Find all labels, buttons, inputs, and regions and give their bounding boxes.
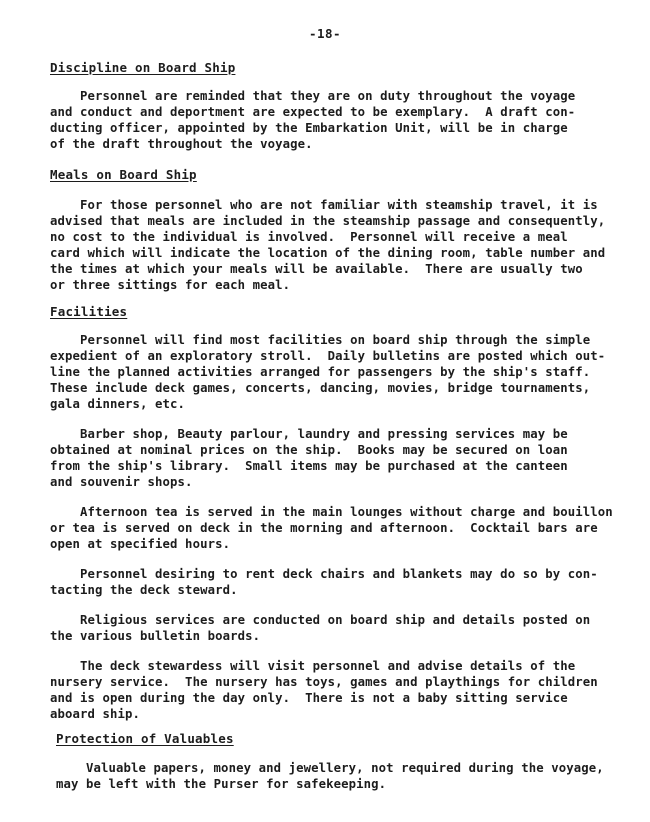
text-line: Religious services are conducted on board ship and details posted on	[80, 613, 591, 627]
text-line: the times at which your meals will be available. There are usually two	[50, 262, 583, 276]
text-line: aboard ship.	[50, 707, 141, 721]
page-number: -18-	[308, 26, 342, 41]
text-line: or three sittings for each meal.	[50, 278, 291, 292]
text-line: Personnel are reminded that they are on duty throughout the voyage	[80, 89, 576, 103]
text-line: obtained at nominal prices on the ship. Books may be secured on loan	[50, 443, 568, 457]
text-line: Afternoon tea is served in the main lounges without charge and bouillon	[80, 505, 613, 519]
text-line: from the ship's library. Small items may be purchased at the canteen	[50, 459, 568, 473]
text-line: expedient of an exploratory stroll. Daily bulletins are posted which out-	[50, 349, 606, 363]
text-line: For those personnel who are not familiar with steamship travel, it is	[80, 198, 598, 212]
text-line: nursery service. The nursery has toys, games and playthings for children	[50, 675, 598, 689]
text-line: ducting officer, appointed by the Embarkation Unit, will be in charge	[50, 121, 568, 135]
text-line: advised that meals are included in the steamship passage and consequently,	[50, 214, 606, 228]
text-line: These include deck games, concerts, dancing, movies, bridge tournaments,	[50, 381, 591, 395]
text-line: Valuable papers, money and jewellery, not required during the voyage,	[86, 761, 604, 775]
text-line: Barber shop, Beauty parlour, laundry and pressing services may be	[80, 427, 568, 441]
text-line: Personnel desiring to rent deck chairs and blankets may do so by con-	[80, 567, 598, 581]
text-line: The deck stewardess will visit personnel and advise details of the	[80, 659, 576, 673]
text-line: gala dinners, etc.	[50, 397, 186, 411]
text-line: Personnel will find most facilities on board ship through the simple	[80, 333, 591, 347]
section-heading-meals: Meals on Board Ship	[50, 167, 197, 182]
text-line: of the draft throughout the voyage.	[50, 137, 313, 151]
text-line: tacting the deck steward.	[50, 583, 238, 597]
text-line: line the planned activities arranged for passengers by the ship's staff.	[50, 365, 591, 379]
text-line: and conduct and deportment are expected to be exemplary. A draft con-	[50, 105, 576, 119]
text-line: no cost to the individual is involved. Personnel will receive a meal	[50, 230, 568, 244]
text-line: and souvenir shops.	[50, 475, 193, 489]
text-line: the various bulletin boards.	[50, 629, 261, 643]
text-line: card which will indicate the location of the dining room, table number and	[50, 246, 606, 260]
section-heading-discipline: Discipline on Board Ship	[50, 60, 236, 75]
text-line: open at specified hours.	[50, 537, 231, 551]
section-heading-valuables: Protection of Valuables	[56, 731, 234, 746]
section-heading-facilities: Facilities	[50, 304, 128, 319]
text-line: and is open during the day only. There is not a baby sitting service	[50, 691, 568, 705]
text-line: or tea is served on deck in the morning and afternoon. Cocktail bars are	[50, 521, 598, 535]
text-line: may be left with the Purser for safekeeping.	[56, 777, 387, 791]
